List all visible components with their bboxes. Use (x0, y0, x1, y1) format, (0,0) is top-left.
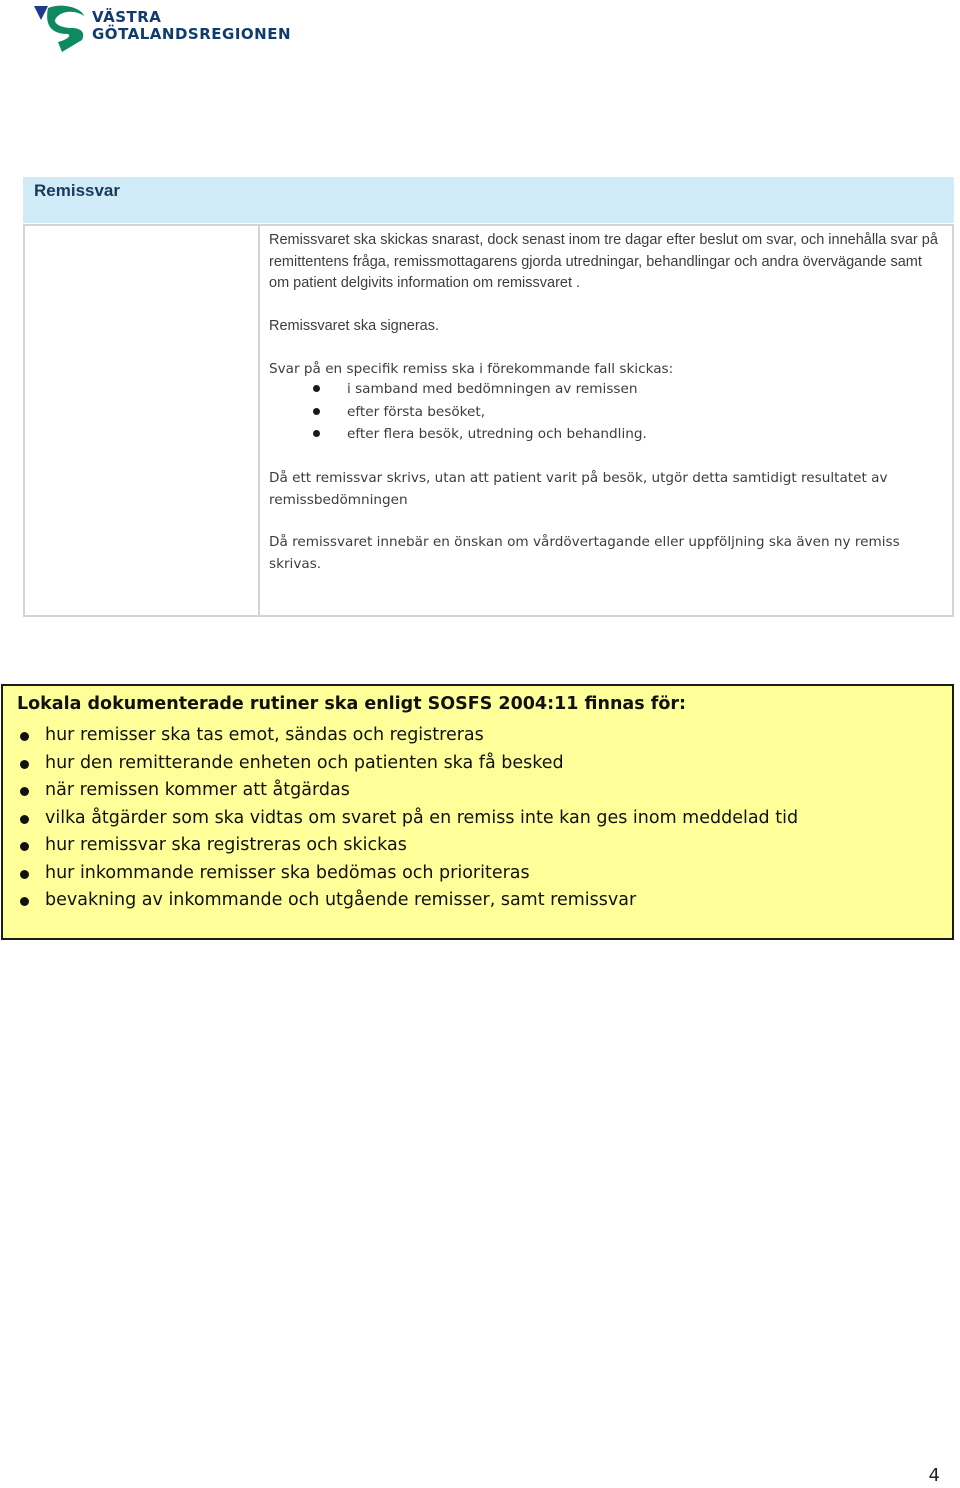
list-item: när remissen kommer att åtgärdas (17, 777, 798, 805)
vgr-emblem-icon (32, 2, 92, 54)
bullet-icon (20, 897, 29, 906)
bullet-icon (20, 787, 29, 796)
paragraph-specific-reply: Svar på en specifik remiss ska i förekommande fall skickas: (269, 361, 674, 377)
section-header (23, 177, 954, 223)
bullet-icon (20, 815, 29, 824)
logo-line-2: GÖTALANDSREGIONEN (92, 25, 292, 43)
reply-timing-list (269, 378, 869, 446)
bullet-icon (20, 870, 29, 879)
list-item: i samband med bedömningen av remissen (269, 378, 869, 401)
column-divider (258, 226, 260, 615)
logo-line-1: VÄSTRA (92, 8, 162, 26)
bullet-icon (20, 842, 29, 851)
section-title: Remissvar (34, 181, 121, 200)
list-item: hur den remitterande enheten och patienten ska få besked (17, 750, 798, 778)
list-item: efter flera besök, utredning och behandling. (269, 423, 869, 446)
bullet-icon (313, 430, 320, 437)
paragraph-signing: Remissvaret ska signeras. (269, 318, 440, 334)
paragraph-deadline: Remissvaret ska skickas snarast, dock senast inom tre dagar efter beslut om svar, och innehålla svar på remittentens fråga, remissmottagarens gjorda utredningar, behandlingar och andra övervägande samt om patient delgivits information om remissvaret . (269, 232, 938, 291)
list-item: bevakning av inkommande och utgående remisser, samt remissvar (17, 887, 798, 915)
paragraph-new-referral: Då remissvaret innebär en önskan om vårdövertagande eller uppföljning ska även ny remiss skrivas. (269, 534, 900, 572)
list-item: hur remisser ska tas emot, sändas och registreras (17, 722, 798, 750)
routines-list (17, 722, 798, 915)
bullet-icon (20, 760, 29, 769)
bullet-icon (313, 385, 320, 392)
paragraph-no-visit: Då ett remissvar skrivs, utan att patient varit på besök, utgör detta samtidigt resultatet av remissbedömningen (269, 470, 888, 508)
remissvar-content-box (23, 224, 954, 617)
list-item: vilka åtgärder som ska vidtas om svaret på en remiss inte kan ges inom meddelad tid (17, 805, 798, 833)
routines-box (1, 684, 954, 940)
logo-wordmark (92, 9, 291, 43)
bullet-icon (313, 408, 320, 415)
list-item: hur inkommande remisser ska bedömas och prioriteras (17, 860, 798, 888)
list-item: hur remissvar ska registreras och skickas (17, 832, 798, 860)
list-item: efter första besöket, (269, 401, 869, 424)
page-number: 4 (928, 1465, 940, 1486)
routines-title: Lokala dokumenterade rutiner ska enligt SOSFS 2004:11 finnas för: (17, 694, 687, 714)
vgr-logo (32, 2, 292, 54)
bullet-icon (20, 732, 29, 741)
